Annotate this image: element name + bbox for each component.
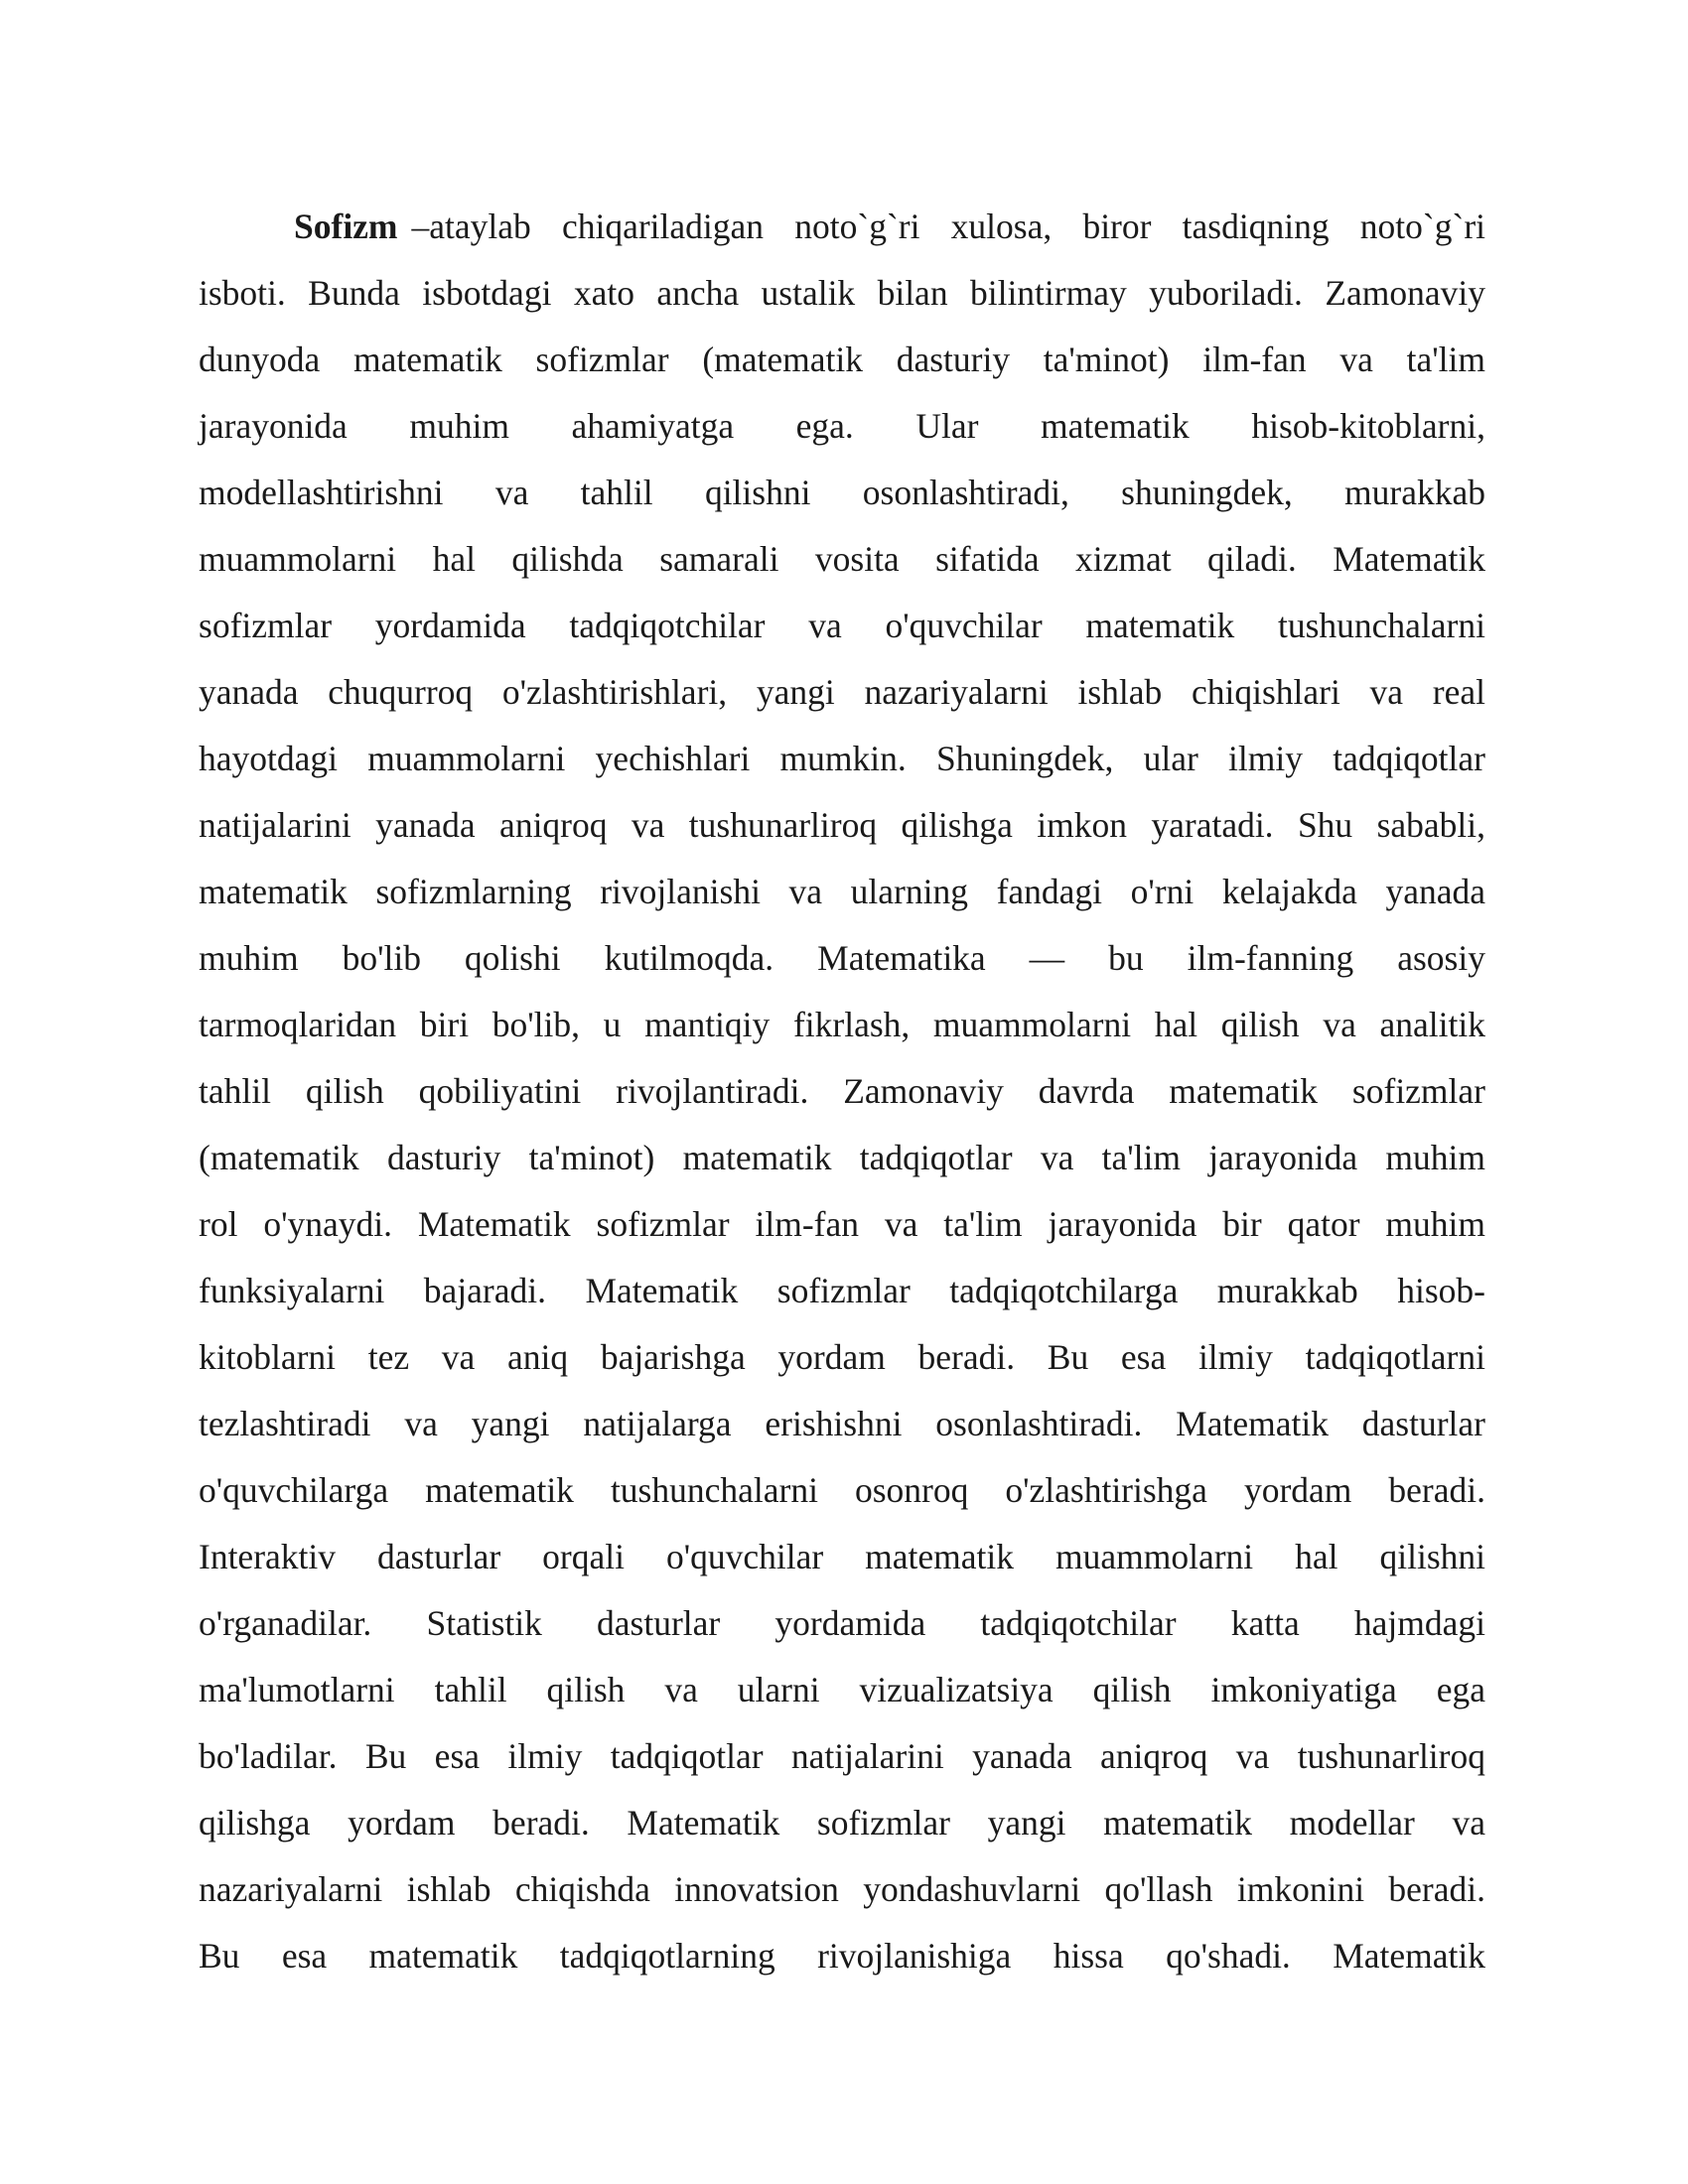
paragraph-line-25: qilishga yordam beradi. Matematik sofizmlar yangi matematik modellar va (199, 1803, 1485, 1843)
paragraph-line-16: rol o'ynaydi. Matematik sofizmlar ilm-fan va ta'lim jarayonida bir qator muhim (199, 1204, 1485, 1244)
paragraph-line-19: tezlashtiradi va yangi natijalarga erishishni osonlashtiradi. Matematik dasturlar (199, 1404, 1485, 1443)
paragraph-line-4: jarayonida muhim ahamiyatga ega. Ular matematik hisob-kitoblarni, (199, 406, 1485, 446)
body-paragraph (199, 194, 1485, 1989)
paragraph-line-9: hayotdagi muammolarni yechishlari mumkin. Shuningdek, ular ilmiy tadqiqotlar (199, 739, 1485, 778)
paragraph-line-20: o'quvchilarga matematik tushunchalarni osonroq o'zlashtirishga yordam beradi. (199, 1470, 1485, 1510)
defined-term: Sofizm (294, 206, 398, 246)
line-text: –ataylab chiqariladigan noto`g`ri xulosa, biror tasdiqning noto`g`ri (411, 206, 1485, 246)
paragraph-line-5: modellashtirishni va tahlil qilishni osonlashtiradi, shuningdek, murakkab (199, 473, 1485, 512)
paragraph-line-15: (matematik dasturiy ta'minot) matematik tadqiqotlar va ta'lim jarayonida muhim (199, 1138, 1485, 1177)
paragraph-line-18: kitoblarni tez va aniq bajarishga yordam beradi. Bu esa ilmiy tadqiqotlarni (199, 1337, 1485, 1377)
paragraph-line-6: muammolarni hal qilishda samarali vosita sifatida xizmat qiladi. Matematik (199, 539, 1485, 579)
paragraph-line-10: natijalarini yanada aniqroq va tushunarliroq qilishga imkon yaratadi. Shu sababli, (199, 805, 1485, 845)
paragraph-line-23: ma'lumotlarni tahlil qilish va ularni vizualizatsiya qilish imkoniyatiga ega (199, 1670, 1485, 1709)
paragraph-line-2: isboti. Bunda isbotdagi xato ancha ustalik bilan bilintirmay yuboriladi. Zamonaviy (199, 273, 1485, 313)
paragraph-line-7: sofizmlar yordamida tadqiqotchilar va o'quvchilar matematik tushunchalarni (199, 606, 1485, 645)
paragraph-line-26: nazariyalarni ishlab chiqishda innovatsion yondashuvlarni qo'llash imkonini beradi. (199, 1869, 1485, 1909)
paragraph-line-11: matematik sofizmlarning rivojlanishi va ularning fandagi o'rni kelajakda yanada (199, 872, 1485, 911)
paragraph-line-12: muhim bo'lib qolishi kutilmoqda. Matematika — bu ilm-fanning asosiy (199, 938, 1485, 978)
paragraph-line-24: bo'ladilar. Bu esa ilmiy tadqiqotlar natijalarini yanada aniqroq va tushunarliroq (199, 1736, 1485, 1776)
paragraph-line-21: Interaktiv dasturlar orqali o'quvchilar matematik muammolarni hal qilishni (199, 1537, 1485, 1576)
paragraph-line-1 (199, 194, 1485, 260)
paragraph-line-8: yanada chuqurroq o'zlashtirishlari, yangi nazariyalarni ishlab chiqishlari va real (199, 672, 1485, 712)
paragraph-line-22: o'rganadilar. Statistik dasturlar yordamida tadqiqotchilar katta hajmdagi (199, 1603, 1485, 1643)
paragraph-line-3: dunyoda matematik sofizmlar (matematik dasturiy ta'minot) ilm-fan va ta'lim (199, 340, 1485, 379)
paragraph-line-14: tahlil qilish qobiliyatini rivojlantiradi. Zamonaviy davrda matematik sofizmlar (199, 1071, 1485, 1111)
paragraph-line-17: funksiyalarni bajaradi. Matematik sofizmlar tadqiqotchilarga murakkab hisob- (199, 1271, 1485, 1310)
paragraph-line-13: tarmoqlaridan biri bo'lib, u mantiqiy fikrlash, muammolarni hal qilish va analitik (199, 1005, 1485, 1044)
paragraph-line-27: Bu esa matematik tadqiqotlarning rivojlanishiga hissa qo'shadi. Matematik (199, 1936, 1485, 1976)
